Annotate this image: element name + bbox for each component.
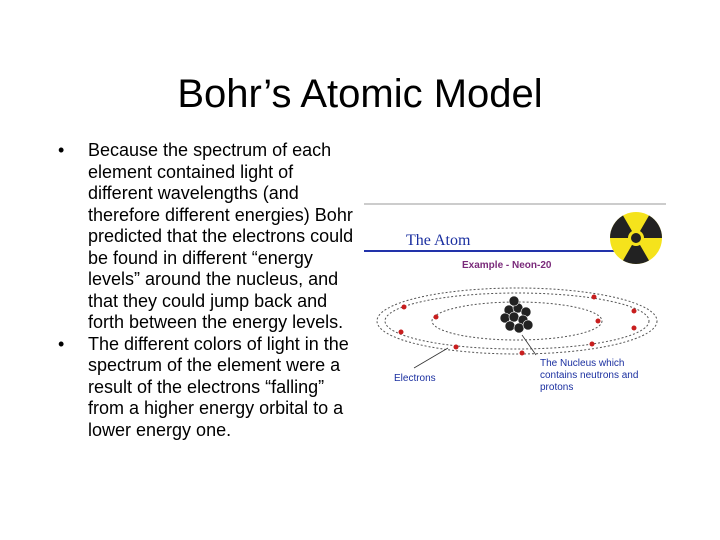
electron <box>632 326 637 331</box>
electron <box>592 295 597 300</box>
nucleus <box>500 296 533 333</box>
slide-title: Bohr’s Atomic Model <box>177 72 543 116</box>
bullet-list <box>58 140 358 441</box>
electron <box>399 330 404 335</box>
electrons-label: Electrons <box>394 373 436 384</box>
radiation-icon <box>610 212 662 264</box>
nucleus-label: The Nucleus which contains neutrons and protons <box>540 358 639 393</box>
electron <box>632 309 637 314</box>
figure-header: The Atom <box>406 232 471 249</box>
electron <box>590 342 595 347</box>
bullet-text: Because the spectrum of each element contained light of different wavelengths (and therefore different energies) Bohr predicted that the electrons could be found in different “energy levels” around the nucleus, and that they could jump back and forth between the energy levels. <box>88 140 354 332</box>
bullet-text: The different colors of light in the spectrum of the element were a result of the electrons “falling” from a higher energy orbital to a lower energy one. <box>88 333 349 440</box>
atom-diagram <box>364 200 670 410</box>
electron <box>434 315 439 320</box>
electrons-pointer <box>414 348 448 368</box>
electron <box>596 319 601 324</box>
electron <box>454 345 459 350</box>
electron <box>402 305 407 310</box>
electron <box>520 351 525 356</box>
example-label: Example - Neon-20 <box>462 260 552 271</box>
list-item: • The different colors of light in the spectrum of the element were a result of the electrons “falling” from a higher energy orbital to a lower energy one. <box>58 333 349 440</box>
list-item: • Because the spectrum of each element contained light of different wavelengths (and therefore different energies) Bohr predicted that the electrons could be found in different “energy levels” around the nucleus, and that they could jump back and forth between the energy levels. <box>58 140 354 332</box>
